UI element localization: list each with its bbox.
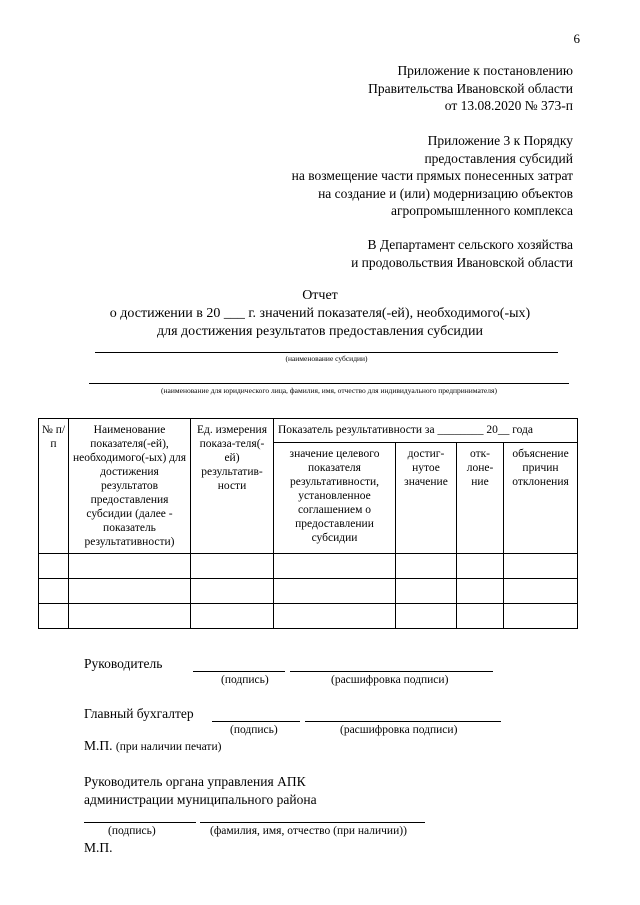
addressee-line: и продовольствия Ивановской области	[351, 254, 573, 270]
table-cell[interactable]	[39, 579, 69, 604]
appendix-order-line: на возмещение части прямых понесенных затрат	[291, 168, 573, 183]
apk-name-line[interactable]	[200, 822, 425, 823]
subsidy-name-caption: (наименование субсидии)	[285, 354, 368, 363]
subsidy-name-line	[95, 352, 558, 353]
appendix-resolution-line: Приложение к постановлению	[397, 63, 573, 78]
table-cell[interactable]	[274, 604, 396, 629]
appendix-order-line: Приложение 3 к Порядку	[427, 133, 573, 148]
table-cell[interactable]	[69, 554, 191, 579]
table-cell[interactable]	[504, 604, 578, 629]
table-cell[interactable]	[396, 554, 457, 579]
table-cell[interactable]	[39, 554, 69, 579]
addressee	[351, 236, 573, 271]
addressee-line: В Департамент сельского хозяйства	[367, 237, 573, 252]
head-signature-caption: (подпись)	[221, 674, 269, 686]
table-cell[interactable]	[457, 604, 504, 629]
accountant-name-line[interactable]	[305, 721, 501, 722]
group-header-period: Показатель результативности за ________ 20__ года	[274, 419, 578, 443]
head-signature-line[interactable]	[193, 671, 285, 672]
col-header-number: № п/п	[39, 419, 69, 554]
col-header-indicator-name: Наименование показателя(-ей), необходимого(-ых) для достижения результатов предоставления субсидии (далее - показатель результативности)	[69, 419, 191, 554]
table-row	[39, 604, 578, 629]
table-cell[interactable]	[191, 604, 274, 629]
accountant-signature-caption: (подпись)	[230, 724, 278, 736]
entity-name-line	[89, 383, 569, 384]
apk-label-line-2: администрации муниципального района	[84, 792, 317, 807]
table-row	[39, 579, 578, 604]
page-number: 6	[573, 31, 580, 46]
appendix-order-line: агропромышленного комплекса	[391, 203, 573, 218]
apk-signature-caption: (подпись)	[108, 825, 156, 837]
table-cell[interactable]	[396, 579, 457, 604]
table-cell[interactable]	[504, 554, 578, 579]
title-line-2: о достижении в 20 ___ г. значений показателя(-ей), необходимого(-ых)	[109, 306, 531, 321]
col-header-achieved-value: достиг-нутое значение	[396, 442, 457, 553]
accountant-label: Главный бухгалтер	[84, 706, 194, 721]
table-cell[interactable]	[504, 579, 578, 604]
report-table	[38, 418, 578, 629]
appendix-resolution-line: Правительства Ивановской области	[368, 80, 573, 96]
table-cell[interactable]	[191, 579, 274, 604]
title-line-3: для достижения результатов предоставления субсидии	[156, 324, 484, 339]
stamp-label: М.П.	[84, 738, 113, 753]
entity-name-caption: (наименование для юридического лица, фамилия, имя, отчество для индивидуального предпринимателя)	[161, 386, 497, 395]
table-cell[interactable]	[39, 604, 69, 629]
table-cell[interactable]	[274, 579, 396, 604]
table-cell[interactable]	[69, 579, 191, 604]
title-line-1: Отчет	[302, 288, 338, 303]
col-header-unit: Ед. измерения показа-теля(-ей) результатив-ности	[191, 419, 274, 554]
head-name-line[interactable]	[290, 671, 493, 672]
head-label: Руководитель	[84, 656, 163, 671]
apk-signature-line[interactable]	[84, 822, 196, 823]
table-cell[interactable]	[396, 604, 457, 629]
head-name-caption: (расшифровка подписи)	[331, 674, 449, 686]
col-header-target-value: значение целевого показателя результативности, установленное соглашением о предоставлении субсидии	[274, 442, 396, 553]
col-header-deviation: отк-лоне-ние	[457, 442, 504, 553]
accountant-name-caption: (расшифровка подписи)	[340, 724, 458, 736]
accountant-signature-line[interactable]	[212, 721, 300, 722]
appendix-order	[292, 132, 573, 220]
table-row	[39, 554, 578, 579]
table-cell[interactable]	[457, 554, 504, 579]
table-cell[interactable]	[274, 554, 396, 579]
table-cell[interactable]	[457, 579, 504, 604]
appendix-resolution-line: от 13.08.2020 № 373-п	[444, 98, 573, 113]
table-cell[interactable]	[69, 604, 191, 629]
table-cell[interactable]	[191, 554, 274, 579]
apk-stamp-label: М.П.	[84, 840, 113, 855]
stamp-note: (при наличии печати)	[115, 741, 222, 753]
apk-name-caption: (фамилия, имя, отчество (при наличии))	[210, 825, 407, 837]
report-title	[0, 287, 640, 341]
appendix-resolution	[368, 62, 573, 115]
apk-label-line-1: Руководитель органа управления АПК	[84, 774, 306, 789]
appendix-order-line: предоставления субсидий	[424, 150, 573, 166]
stamp-line	[84, 738, 221, 754]
appendix-order-line: на создание и (или) модернизацию объектов	[318, 185, 573, 201]
col-header-deviation-reason: объяснение причин отклонения	[504, 442, 578, 553]
